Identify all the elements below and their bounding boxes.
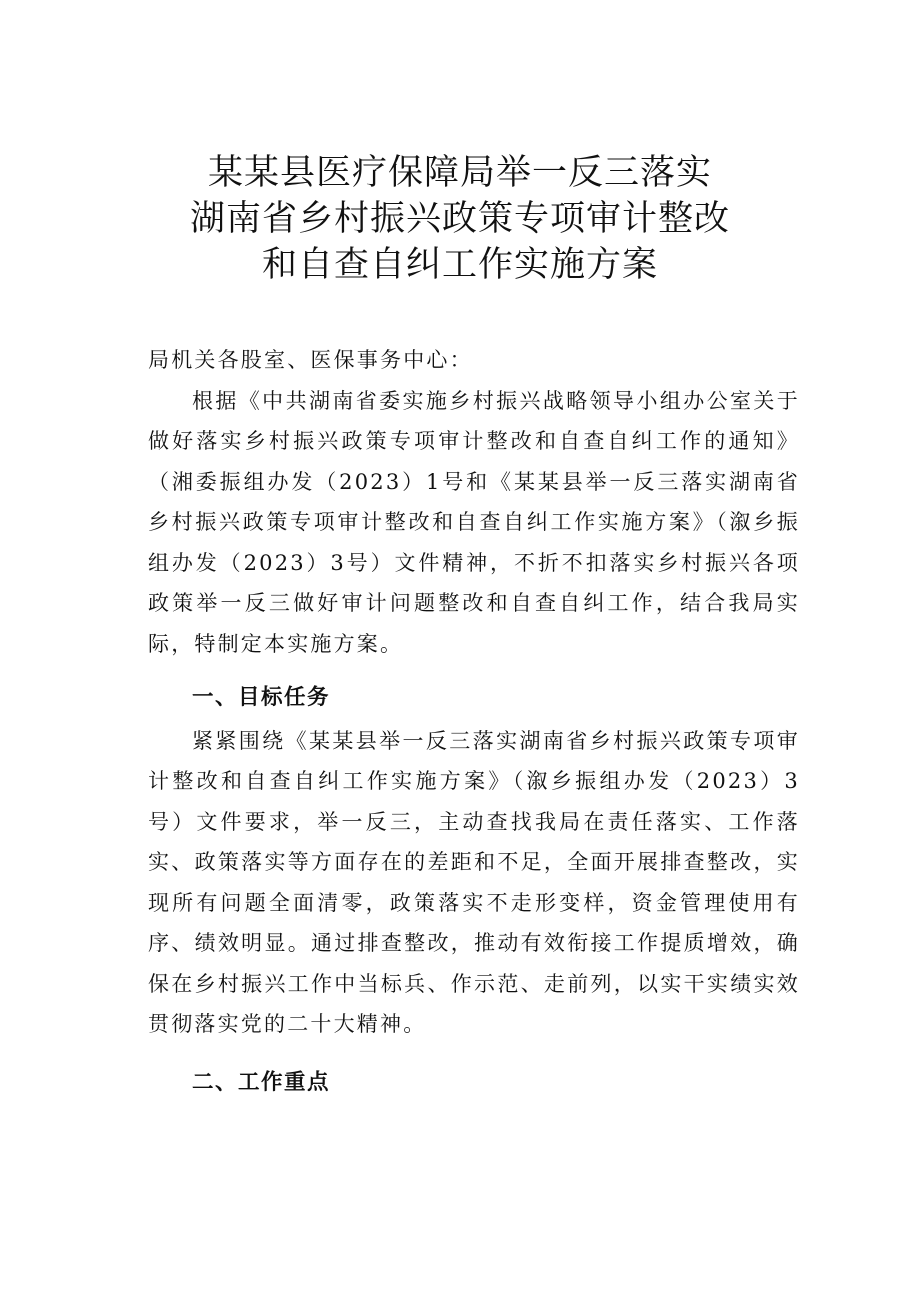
- section-heading-focus: 二、工作重点: [192, 1069, 331, 1095]
- section-paragraph-goals: 紧紧围绕《某某县举一反三落实湖南省乡村振兴政策专项审计整改和自查自纠工作实施方案》（溆乡振组办发（2023）3号）文件要求，举一反三，主动查找我局在责任落实、工作落实、政策落实等方面存在的差距和不足，全面开展排查整改，实现所有问题全面清零，政策落实不走形变样，资金管理使用有序、绩效明显。通过排查整改，推动有效衔接工作提质增效，确保在乡村振兴工作中当标兵、作示范、走前列，以实干实绩实效贯彻落实党的二十大精神。: [148, 728, 800, 1036]
- title-line-1: 某某县医疗保障局举一反三落实: [207, 153, 712, 193]
- intro-paragraph: 根据《中共湖南省委实施乡村振兴战略领导小组办公室关于做好落实乡村振兴政策专项审计整改和自查自纠工作的通知》（湘委振组办发（2023）1号和《某某县举一反三落实湖南省乡村振兴政策专项审计整改和自查自纠工作实施方案》（溆乡振组办发（2023）3号）文件精神，不折不扣落实乡村振兴各项政策举一反三做好审计问题整改和自查自纠工作，结合我局实际，特制定本实施方案。: [148, 388, 800, 656]
- document-title: [0, 150, 920, 288]
- title-line-3: 和自查自纠工作实施方案: [261, 245, 658, 285]
- salutation: 局机关各股室、医保事务中心：: [148, 348, 473, 372]
- section-heading-goals: 一、目标任务: [192, 685, 331, 710]
- title-line-2: 湖南省乡村振兴政策专项审计整改: [189, 199, 730, 239]
- document-body: [148, 340, 800, 1103]
